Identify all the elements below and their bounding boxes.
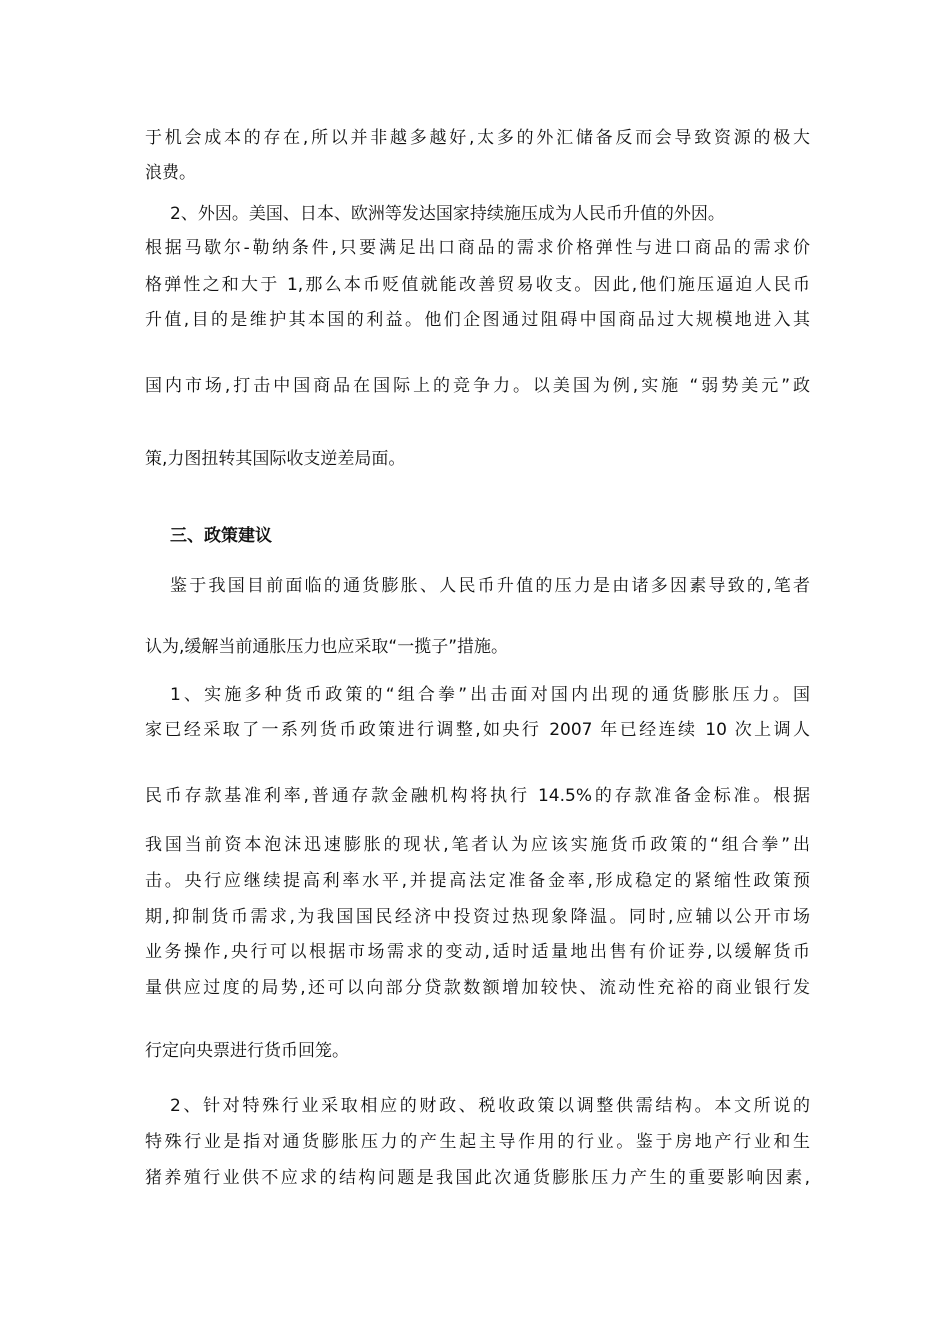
paragraph-3-line-2: 认为,缓解当前通胀压力也应采取“一揽子”措施。: [145, 637, 509, 657]
paragraph-5-line-2: 特殊行业是指对通货膨胀压力的产生起主导作用的行业。鉴于房地产行业和生: [145, 1132, 810, 1152]
paragraph-3-line-1: 鉴于我国目前面临的通货膨胀、人民币升值的压力是由诸多因素导致的,笔者: [170, 576, 810, 596]
paragraph-2-line-6: 策,力图扭转其国际收支逆差局面。: [145, 449, 406, 469]
paragraph-5-line-3: 猪养殖行业供不应求的结构问题是我国此次通货膨胀压力产生的重要影响因素,: [145, 1168, 810, 1188]
paragraph-4-line-3: 民币存款基准利率,普通存款金融机构将执行 14.5%的存款准备金标准。根据: [145, 786, 810, 806]
paragraph-2-line-1: 2、外因。美国、日本、欧洲等发达国家持续施压成为人民币升值的外因。: [170, 204, 725, 224]
paragraph-1-line-1: 于机会成本的存在,所以并非越多越好,太多的外汇储备反而会导致资源的极大: [145, 128, 810, 148]
paragraph-2-line-2: 根据马歇尔-勒纳条件,只要满足出口商品的需求价格弹性与进口商品的需求价: [145, 238, 810, 258]
paragraph-2-line-4: 升值,目的是维护其本国的利益。他们企图通过阻碍中国商品过大规模地进入其: [145, 310, 810, 330]
paragraph-4-line-6: 期,抑制货币需求,为我国国民经济中投资过热现象降温。同时,应辅以公开市场: [145, 907, 810, 927]
paragraph-4-line-1: 1、实施多种货币政策的“组合拳”出击面对国内出现的通货膨胀压力。国: [170, 685, 810, 705]
paragraph-2-line-5: 国内市场,打击中国商品在国际上的竞争力。以美国为例,实施 “弱势美元”政: [145, 376, 810, 396]
paragraph-1-line-2: 浪费。: [145, 163, 196, 183]
paragraph-4-line-7: 业务操作,央行可以根据市场需求的变动,适时适量地出售有价证券,以缓解货币: [145, 942, 810, 962]
paragraph-4-line-4: 我国当前资本泡沫迅速膨胀的现状,笔者认为应该实施货币政策的“组合拳”出: [145, 835, 810, 855]
paragraph-2-line-3: 格弹性之和大于 1,那么本币贬值就能改善贸易收支。因此,他们施压逼迫人民币: [145, 275, 810, 295]
paragraph-4-line-9: 行定向央票进行货币回笼。: [145, 1041, 349, 1061]
paragraph-5-line-1: 2、针对特殊行业采取相应的财政、税收政策以调整供需结构。本文所说的: [170, 1096, 810, 1116]
paragraph-4-line-8: 量供应过度的局势,还可以向部分贷款数额增加较快、流动性充裕的商业银行发: [145, 978, 810, 998]
section-heading: 三、政策建议: [170, 526, 272, 546]
paragraph-4-line-5: 击。央行应继续提高利率水平,并提高法定准备金率,形成稳定的紧缩性政策预: [145, 871, 810, 891]
paragraph-4-line-2: 家已经采取了一系列货币政策进行调整,如央行 2007 年已经连续 10 次上调人: [145, 720, 810, 740]
